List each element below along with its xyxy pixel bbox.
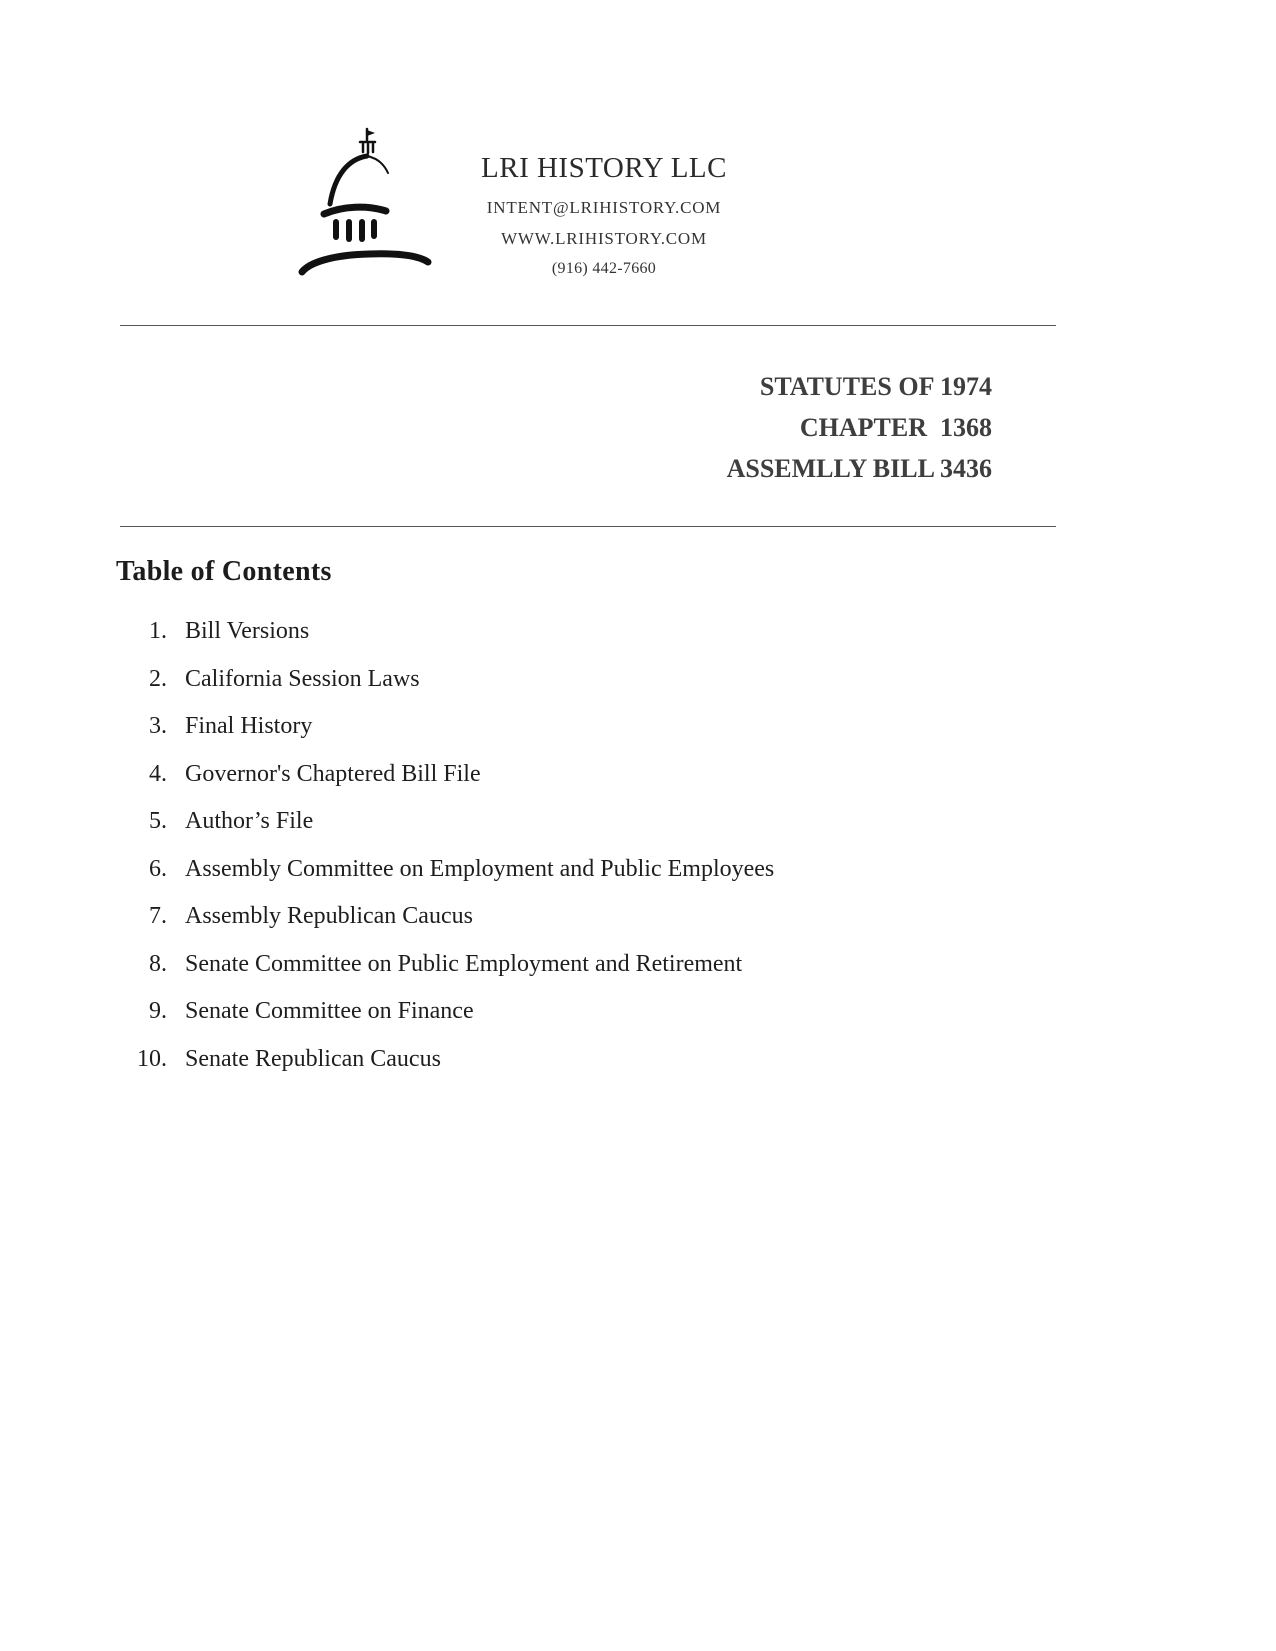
- statutes-line: STATUTES OF 1974: [759, 372, 992, 401]
- toc-item-number: 7.: [149, 903, 167, 929]
- toc-item-label: Governor's Chaptered Bill File: [185, 760, 481, 787]
- divider-top: [120, 325, 1056, 326]
- capitol-dome-icon: [296, 126, 438, 286]
- toc-item: [117, 761, 1017, 809]
- toc-item-label: Senate Committee on Public Employment and Retirement: [185, 950, 743, 977]
- website-text: WWW.LRIHISTORY.COM: [501, 229, 707, 248]
- toc-item-label: Assembly Republican Caucus: [185, 903, 473, 929]
- toc-item-number: 5.: [149, 808, 167, 834]
- company-name: LRI HISTORY LLC: [481, 152, 727, 184]
- toc-item: [117, 713, 1017, 761]
- toc-item-number: 1.: [149, 618, 167, 644]
- bill-line: ASSEMLLY BILL 3436: [726, 454, 992, 483]
- toc-item-number: 4.: [149, 760, 167, 787]
- phone-text: (916) 442-7660: [551, 260, 657, 277]
- toc-item: [117, 618, 1017, 666]
- toc-heading: Table of Contents: [116, 556, 332, 587]
- toc-item-label: Senate Committee on Finance: [185, 998, 474, 1024]
- toc-item-label: Bill Versions: [185, 618, 310, 644]
- toc-item: [117, 903, 1017, 951]
- toc-item-number: 6.: [149, 855, 167, 882]
- divider-bottom: [120, 526, 1056, 527]
- toc-item: [117, 666, 1017, 714]
- toc-item-label: Senate Republican Caucus: [185, 1045, 441, 1072]
- title-block: [727, 366, 992, 489]
- toc-item-label: California Session Laws: [185, 665, 420, 692]
- toc-item-number: 10.: [137, 1045, 167, 1072]
- toc-item: [117, 998, 1017, 1046]
- toc-item: [117, 856, 1017, 904]
- letterhead: [428, 152, 780, 278]
- toc-item-number: 8.: [149, 950, 167, 977]
- toc-item: [117, 1046, 1017, 1094]
- chapter-line: CHAPTER 1368: [799, 413, 992, 442]
- toc-item-label: Author’s File: [185, 808, 314, 834]
- toc-item-label: Final History: [185, 713, 313, 739]
- toc-item-label: Assembly Committee on Employment and Public Employees: [185, 855, 775, 882]
- toc-item-number: 2.: [149, 665, 167, 692]
- toc-item: [117, 951, 1017, 999]
- toc-item-number: 9.: [149, 998, 167, 1024]
- toc-item: [117, 808, 1017, 856]
- toc-list: [117, 618, 1017, 1093]
- email-text: INTENT@LRIHISTORY.COM: [486, 198, 722, 217]
- toc-item-number: 3.: [149, 713, 167, 739]
